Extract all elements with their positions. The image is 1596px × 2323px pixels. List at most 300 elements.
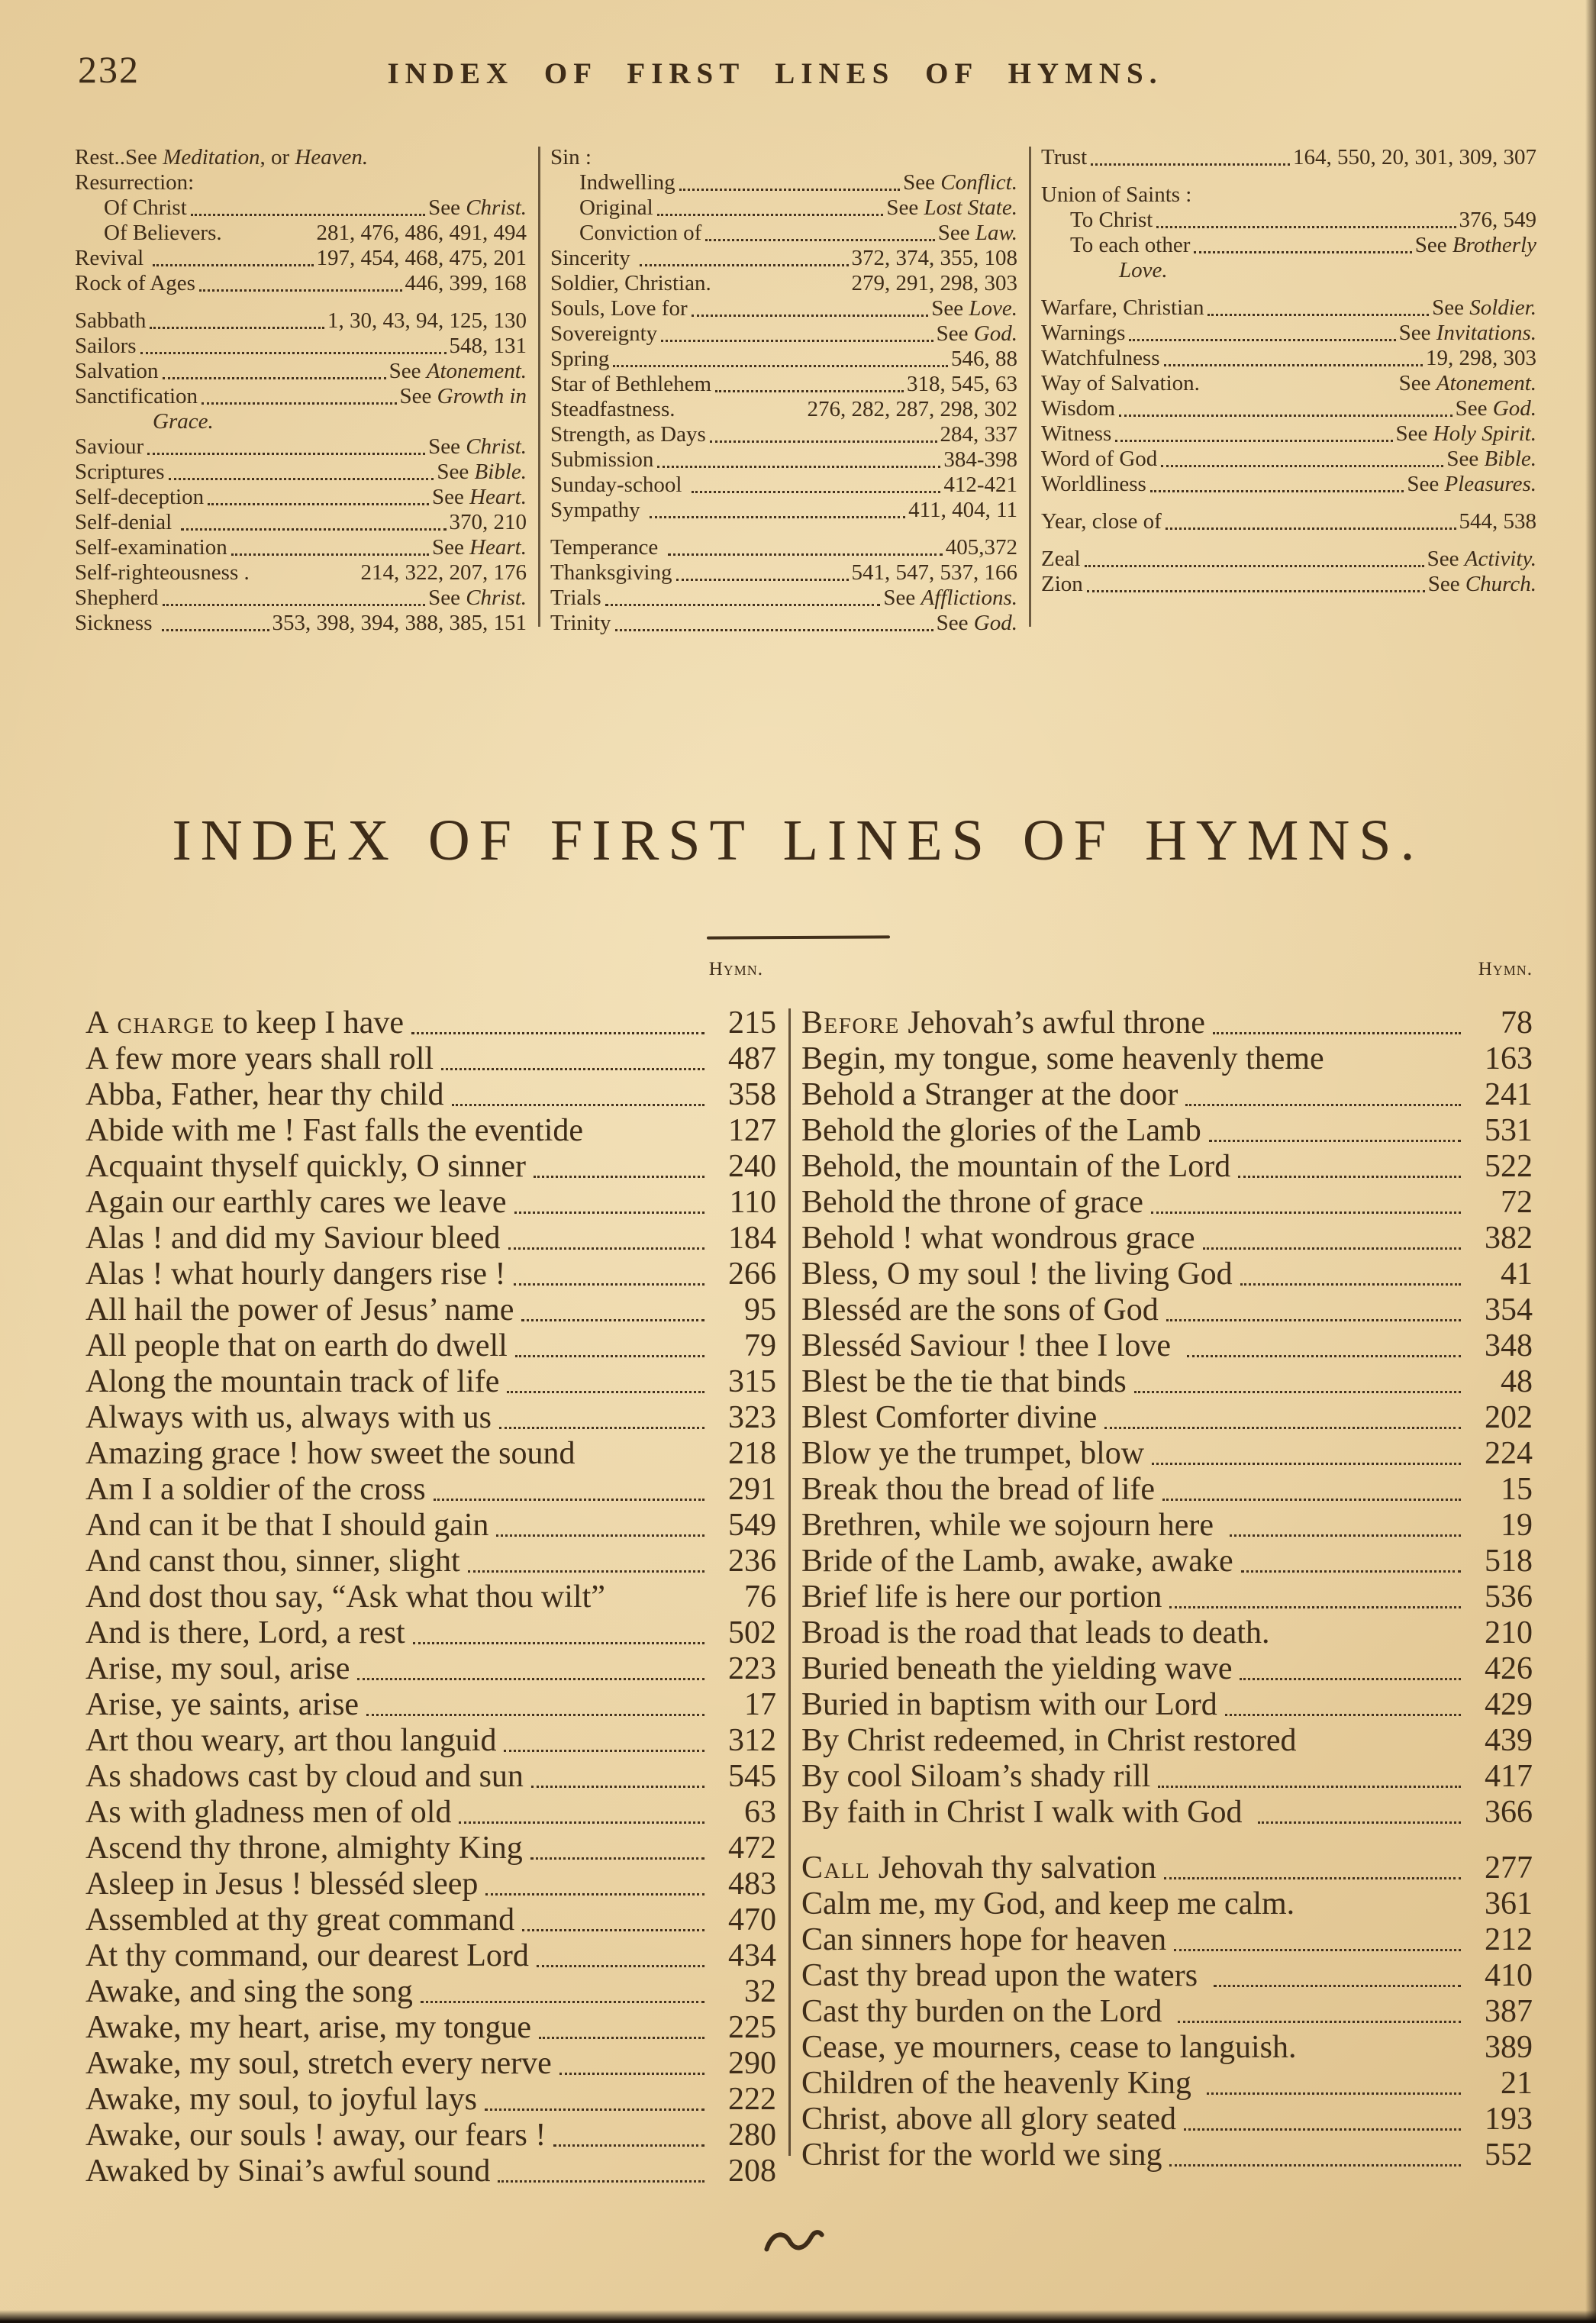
entry-text: 548, 131 <box>449 334 527 358</box>
hymn-row <box>85 1938 776 1974</box>
hymn-first-line: Asleep in Jesus ! blesséd sleep <box>85 1866 479 1902</box>
hymn-row <box>801 1651 1533 1687</box>
cross-reference-italic: Christ. <box>466 195 527 220</box>
entry-text: Zeal <box>1041 547 1081 571</box>
dot-leader <box>434 1499 704 1501</box>
running-head: INDEX OF FIRST LINES OF HYMNS. <box>387 57 1163 90</box>
entry-text: Resurrection: <box>75 170 195 195</box>
subject-index-entry <box>550 560 1017 586</box>
subject-index-entry <box>550 221 1017 246</box>
subject-index-entry <box>550 586 1017 611</box>
hymn-row <box>801 1041 1533 1077</box>
entry-text: See <box>936 611 974 635</box>
dot-leader <box>1162 1499 1461 1501</box>
hymn-number: 225 <box>728 2010 776 2045</box>
hymn-first-line: Blesséd are the sons of God <box>801 1292 1159 1328</box>
hymn-number: 212 <box>1485 1922 1533 1957</box>
dot-leader <box>1225 1714 1461 1716</box>
hymn-first-line: Bride of the Lamb, awake, awake <box>801 1544 1233 1579</box>
hymn-row <box>85 1615 776 1651</box>
entry-text: See <box>883 586 921 610</box>
dot-leader <box>413 1642 704 1644</box>
hymn-row <box>801 1994 1533 2030</box>
dot-leader <box>657 466 940 468</box>
entry-text: See <box>1427 547 1465 571</box>
hymn-first-line: As with gladness men of old <box>85 1795 452 1830</box>
hymn-first-line: Art thou weary, art thou languid <box>85 1723 497 1758</box>
hymn-row <box>85 1472 776 1508</box>
dot-leader <box>531 1786 704 1788</box>
hymn-number: 280 <box>728 2118 776 2153</box>
subject-index <box>75 145 1536 636</box>
hymn-first-line: Blest Comforter divine <box>801 1400 1098 1435</box>
hymn-number: 223 <box>728 1651 776 1686</box>
hymn-first-line: Behold ! what wondrous grace <box>801 1221 1195 1256</box>
hymn-number: 291 <box>728 1472 776 1507</box>
dot-leader <box>1169 1606 1461 1608</box>
hymn-first-line: Children of the heavenly King <box>801 2066 1200 2101</box>
entry-text: Way of Salvation. <box>1041 371 1200 395</box>
entry-text: See <box>428 586 466 610</box>
hymn-number: 236 <box>728 1544 776 1579</box>
entry-text: Sailors <box>75 334 137 358</box>
hymn-first-line: Call Jehovah thy salvation <box>801 1850 1156 1886</box>
dot-leader <box>1240 1678 1461 1680</box>
dot-leader <box>1258 1821 1461 1824</box>
subject-index-entry <box>1041 208 1536 233</box>
hymn-first-line: Broad is the road that leads to death. <box>801 1615 1270 1650</box>
subject-index-entry <box>1041 258 1536 283</box>
subject-index-entry <box>75 170 527 195</box>
entry-text: Watchfulness <box>1041 346 1160 370</box>
hymn-row <box>85 2010 776 2046</box>
entry-text: Self-denial <box>75 510 178 534</box>
hymn-row <box>85 1041 776 1077</box>
entry-text: , or <box>260 145 295 169</box>
hymn-row <box>85 2082 776 2118</box>
hymn-first-line: Buried beneath the yielding wave <box>801 1651 1233 1686</box>
hymn-row <box>801 1886 1533 1922</box>
hymn-row <box>801 1958 1533 1994</box>
dot-leader <box>1241 1570 1461 1573</box>
entry-text: 281, 476, 486, 491, 494 <box>316 221 527 245</box>
dot-leader <box>537 1965 704 1967</box>
hymn-number: 202 <box>1485 1400 1533 1435</box>
hymn-row <box>801 1850 1533 1886</box>
hymn-row <box>801 1472 1533 1508</box>
entry-text: Strength, as Days <box>550 422 706 447</box>
entry-text: Word of God <box>1041 447 1158 471</box>
dot-leader <box>208 503 429 505</box>
hymn-row <box>801 1113 1533 1149</box>
hymn-number: 348 <box>1485 1328 1533 1363</box>
entry-text: Of Christ <box>104 195 187 220</box>
hymn-first-line: Again our earthly cares we leave <box>85 1185 507 1220</box>
cross-reference-italic: Bible. <box>1484 447 1536 471</box>
entry-text: See <box>931 296 969 321</box>
hymn-row <box>85 1221 776 1257</box>
cross-reference-italic: Heart. <box>469 535 527 560</box>
subject-index-entry <box>75 611 527 636</box>
dot-leader <box>504 1750 704 1752</box>
dot-leader <box>153 264 313 266</box>
entry-text: Salvation <box>75 359 159 383</box>
hymn-first-line: Behold the throne of grace <box>801 1185 1143 1220</box>
dot-leader <box>163 377 386 379</box>
entry-text: See <box>437 460 475 484</box>
hymn-number: 17 <box>744 1687 776 1722</box>
dot-leader <box>715 390 904 392</box>
dot-leader <box>468 1570 704 1573</box>
hymn-number: 79 <box>744 1328 776 1363</box>
entry-text: 276, 282, 287, 298, 302 <box>807 397 1017 421</box>
entry-text: Trinity <box>550 611 611 635</box>
entry-text: Revival <box>75 246 150 270</box>
hymn-first-line: All hail the power of Jesus’ name <box>85 1292 514 1328</box>
dot-leader <box>1085 565 1424 567</box>
entry-text: 370, 210 <box>449 510 527 534</box>
dot-leader <box>202 402 396 405</box>
subject-index-entry <box>550 498 1017 523</box>
subject-index-entry <box>75 271 527 296</box>
hymn-row <box>801 1615 1533 1651</box>
hymn-first-line: Begin, my tongue, some heavenly theme <box>801 1041 1324 1076</box>
title-rule <box>706 935 889 939</box>
hymn-first-line: Always with us, always with us <box>85 1400 492 1435</box>
subject-index-entry <box>75 384 527 409</box>
entry-text: See <box>431 535 470 560</box>
entry-text: To each other <box>1070 233 1191 257</box>
entry-text: See <box>1455 396 1493 421</box>
dot-leader <box>1209 1140 1461 1142</box>
entry-text: See <box>428 434 466 459</box>
dot-leader <box>1152 1463 1461 1465</box>
hymn-number: 487 <box>728 1041 776 1076</box>
dot-leader <box>441 1068 704 1070</box>
dot-leader <box>692 491 941 493</box>
hymn-number: 545 <box>728 1759 776 1794</box>
entry-text: See <box>1414 233 1453 257</box>
hymn-row <box>85 1651 776 1687</box>
cross-reference-italic: God. <box>1492 396 1536 421</box>
dot-leader <box>1230 1534 1462 1537</box>
hymn-number: 208 <box>728 2154 776 2189</box>
hymn-row <box>85 1257 776 1292</box>
hymn-first-line: By faith in Christ I walk with God <box>801 1795 1250 1830</box>
hymn-row <box>85 1005 776 1041</box>
hymn-row <box>801 1364 1533 1400</box>
entry-text: Saviour <box>75 434 144 459</box>
dot-leader <box>498 2180 704 2183</box>
hymn-first-line: Cast thy burden on the Lord <box>801 1994 1170 2029</box>
entry-text: Union of Saints : <box>1041 182 1192 207</box>
subject-index-entry <box>550 347 1017 372</box>
dot-leader <box>499 1427 704 1429</box>
scan-edge-right <box>1585 0 1596 2323</box>
entry-text: Warnings <box>1041 321 1126 345</box>
subject-index-entry <box>75 145 527 170</box>
dot-leader <box>452 1104 704 1106</box>
hymn-row <box>801 1795 1533 1831</box>
subject-index-entry <box>1041 371 1536 396</box>
hymn-row <box>801 1292 1533 1328</box>
entry-text: 318, 545, 63 <box>907 372 1017 396</box>
column-divider <box>788 1008 791 2156</box>
subject-column-3 <box>1041 145 1536 636</box>
dot-leader <box>515 1355 704 1357</box>
entry-text: To Christ <box>1070 208 1153 232</box>
dot-leader <box>150 327 324 329</box>
entry-text: See <box>937 221 975 245</box>
dot-leader <box>191 214 425 216</box>
subject-index-entry <box>550 422 1017 447</box>
small-caps-lead: Before <box>801 1005 900 1041</box>
entry-text: Sincerity <box>550 246 636 270</box>
entry-text: Temperance <box>550 535 664 560</box>
column-divider <box>538 147 540 627</box>
fleuron-ornament-icon <box>759 2222 827 2267</box>
hymn-number: 389 <box>1485 2030 1533 2065</box>
subject-index-entry <box>75 334 527 359</box>
hymn-number: 434 <box>728 1938 776 1973</box>
hymn-row <box>85 1759 776 1795</box>
hymn-first-line: Awaked by Sinai’s awful sound <box>85 2154 491 2189</box>
hymn-number: 78 <box>1501 1005 1533 1041</box>
hymn-row <box>85 1113 776 1149</box>
hymn-row <box>85 1831 776 1866</box>
dot-leader <box>1115 440 1392 442</box>
hymn-first-line: By cool Siloam’s shady rill <box>801 1759 1151 1794</box>
entry-text: See <box>886 195 924 220</box>
cross-reference-italic: Atonement. <box>1436 371 1536 395</box>
dot-leader <box>661 340 933 342</box>
hymn-first-line: Christ, above all glory seated <box>801 2102 1177 2137</box>
subject-index-entry <box>550 170 1017 195</box>
hymn-first-line: Awake, my soul, stretch every nerve <box>85 2046 552 2081</box>
hymn-first-line: Brief life is here our portion <box>801 1579 1162 1615</box>
dot-leader <box>1194 251 1411 253</box>
dot-leader <box>1161 465 1443 467</box>
hymn-number: 224 <box>1485 1436 1533 1471</box>
hymn-first-line: Acquaint thyself quickly, O sinner <box>85 1149 526 1184</box>
cross-reference-italic: Law. <box>975 221 1017 245</box>
hymn-row <box>85 2118 776 2154</box>
cross-reference-italic: Christ. <box>466 586 527 610</box>
entry-text: Year, close of <box>1041 509 1162 534</box>
subject-index-entry <box>1041 346 1536 371</box>
subject-index-entry <box>75 434 527 460</box>
hymn-number: 472 <box>728 1831 776 1866</box>
entry-text: Self-examination <box>75 535 227 560</box>
entry-text: 353, 398, 394, 388, 385, 151 <box>272 611 527 635</box>
cross-reference-italic: Christ. <box>466 434 527 459</box>
hymn-number: 240 <box>728 1149 776 1184</box>
hymn-row <box>801 1221 1533 1257</box>
hymn-number: 63 <box>744 1795 776 1830</box>
subject-index-entry <box>75 586 527 611</box>
hymn-number: 522 <box>1485 1149 1533 1184</box>
dot-leader <box>421 2001 704 2003</box>
entry-text: See <box>1446 447 1485 471</box>
entry-text: Shepherd <box>75 586 159 610</box>
subject-index-entry <box>75 308 527 334</box>
small-caps-lead: A charge <box>85 1005 215 1041</box>
hymn-row <box>85 1185 776 1221</box>
hymn-first-line: Awake, my heart, arise, my tongue <box>85 2010 531 2045</box>
entry-text: 544, 538 <box>1459 509 1536 534</box>
entry-text: Sunday-school <box>550 473 688 497</box>
hymn-first-line: Awake, and sing the song <box>85 1974 413 2009</box>
subject-index-entry <box>550 246 1017 271</box>
dot-leader <box>1203 1247 1461 1250</box>
dot-leader <box>1087 590 1425 592</box>
subject-index-entry <box>75 195 527 221</box>
hymn-first-line: And canst thou, sinner, slight <box>85 1544 460 1579</box>
entry-text: Warfare, Christian <box>1041 295 1204 320</box>
dot-leader <box>1151 1212 1461 1214</box>
hymn-number: 312 <box>728 1723 776 1758</box>
dot-leader <box>1184 2128 1461 2131</box>
hymn-number: 184 <box>728 1221 776 1256</box>
hymn-number: 215 <box>728 1005 776 1041</box>
hymn-row <box>801 1723 1533 1759</box>
dot-leader <box>539 2037 704 2039</box>
dot-leader <box>710 440 937 443</box>
hymn-row <box>801 1149 1533 1185</box>
entry-text: Original <box>579 195 653 220</box>
hymn-first-line: Cease, ye mourners, cease to languish. <box>801 2030 1297 2065</box>
entry-text: 197, 454, 468, 475, 201 <box>316 246 527 270</box>
cross-reference-italic: Meditation <box>163 145 260 169</box>
dot-leader <box>1129 339 1395 341</box>
subject-index-entry <box>550 321 1017 347</box>
hymn-first-line: Awake, our souls ! away, our fears ! <box>85 2118 547 2153</box>
hymn-row <box>801 1185 1533 1221</box>
hymn-number: 531 <box>1485 1113 1533 1148</box>
hymn-number: 15 <box>1501 1472 1533 1507</box>
entry-text: See <box>1395 421 1433 446</box>
entry-text: Trials <box>550 586 601 610</box>
cross-reference-italic: Heaven. <box>295 145 369 169</box>
dot-leader <box>553 2144 704 2147</box>
entry-text: See <box>1398 321 1436 345</box>
subject-index-entry <box>1041 145 1536 170</box>
column-head-hymn-right: Hymn. <box>1478 959 1533 979</box>
hymn-first-line: Amazing grace ! how sweet the sound <box>85 1436 576 1471</box>
entry-text: 446, 399, 168 <box>405 271 527 295</box>
hymn-row <box>801 1077 1533 1113</box>
hymn-row <box>801 1922 1533 1958</box>
hymn-first-line: Awake, my soul, to joyful lays <box>85 2082 477 2117</box>
hymn-first-line: And dost thou say, “Ask what thou wilt” <box>85 1579 605 1615</box>
entry-text: See <box>399 384 437 408</box>
subject-index-entry <box>1041 472 1536 497</box>
subject-index-entry <box>550 195 1017 221</box>
hymn-row <box>85 1508 776 1544</box>
entry-text: See <box>936 321 974 346</box>
cross-reference-italic: Love. <box>969 296 1017 321</box>
cross-reference-italic: Holy Spirit. <box>1433 421 1536 446</box>
cross-reference-italic: Invitations. <box>1436 321 1536 345</box>
hymn-first-line: Break thou the bread of life <box>801 1472 1155 1507</box>
hymn-first-line: Alas ! what hourly dangers rise ! <box>85 1257 506 1292</box>
small-caps-lead: Call <box>801 1850 871 1886</box>
cross-reference-italic: Soldier. <box>1469 295 1536 320</box>
hymn-first-line: Behold a Stranger at the door <box>801 1077 1178 1112</box>
hymn-row <box>85 1400 776 1436</box>
entry-text: Sin : <box>550 145 592 169</box>
entry-text: See <box>1427 572 1465 596</box>
entry-text: See <box>389 359 427 383</box>
hymn-number: 410 <box>1485 1958 1533 1993</box>
hymn-row <box>801 2102 1533 2137</box>
dot-leader <box>485 2108 704 2111</box>
dot-leader <box>496 1534 704 1537</box>
hymn-row <box>85 1436 776 1472</box>
hymn-number: 358 <box>728 1077 776 1112</box>
entry-text: Sabbath <box>75 308 147 333</box>
dot-leader <box>181 528 446 531</box>
entry-text: Zion <box>1041 572 1083 596</box>
dot-leader <box>1187 1355 1461 1357</box>
cross-reference-italic: Atonement. <box>426 359 527 383</box>
entry-text: Indwelling <box>579 170 675 195</box>
dot-leader <box>668 553 943 556</box>
entry-text: 384-398 <box>943 447 1017 472</box>
entry-text: Star of Bethlehem <box>550 372 712 396</box>
hymn-number: 222 <box>728 2082 776 2117</box>
entry-text: Rest..See <box>75 145 163 169</box>
hymn-first-line: Bless, O my soul ! the living God <box>801 1257 1233 1292</box>
hymn-first-line: By Christ redeemed, in Christ restored <box>801 1723 1297 1758</box>
hymn-number: 266 <box>728 1257 776 1292</box>
dot-leader <box>522 1929 704 1931</box>
entry-text: See <box>1398 371 1436 395</box>
dot-leader <box>1207 314 1429 316</box>
dot-leader <box>615 629 933 631</box>
hymn-number: 417 <box>1485 1759 1533 1794</box>
entry-text: 214, 322, 207, 176 <box>360 560 527 585</box>
dot-leader <box>521 1319 704 1321</box>
subject-index-entry <box>550 473 1017 498</box>
hymn-first-line: Behold, the mountain of the Lord <box>801 1149 1231 1184</box>
entry-text: See <box>428 195 466 220</box>
hymn-row <box>801 1759 1533 1795</box>
cross-reference-italic: Afflictions. <box>921 586 1017 610</box>
hymn-row <box>85 1292 776 1328</box>
hymn-number: 48 <box>1501 1364 1533 1399</box>
hymn-row <box>85 1974 776 2010</box>
hymn-row <box>85 1687 776 1723</box>
dot-leader <box>657 214 884 216</box>
entry-text: 541, 547, 537, 166 <box>851 560 1017 585</box>
dot-leader <box>411 1032 704 1034</box>
subject-index-entry <box>1041 572 1536 597</box>
hymn-first-line: A charge to keep I have <box>85 1005 404 1041</box>
first-lines-left <box>85 1005 776 2189</box>
entry-text: Steadfastness. <box>550 397 675 421</box>
subject-index-entry <box>75 359 527 384</box>
dot-leader <box>1091 163 1290 166</box>
hymn-first-line: Calm me, my God, and keep me calm. <box>801 1886 1295 1921</box>
hymn-number: 210 <box>1485 1615 1533 1650</box>
hymn-number: 439 <box>1485 1723 1533 1758</box>
subject-index-entry <box>75 485 527 510</box>
dot-leader <box>705 239 935 241</box>
hymn-number: 277 <box>1485 1850 1533 1886</box>
dot-leader <box>1166 1319 1461 1321</box>
hymn-first-line: Blesséd Saviour ! thee I love <box>801 1328 1179 1363</box>
